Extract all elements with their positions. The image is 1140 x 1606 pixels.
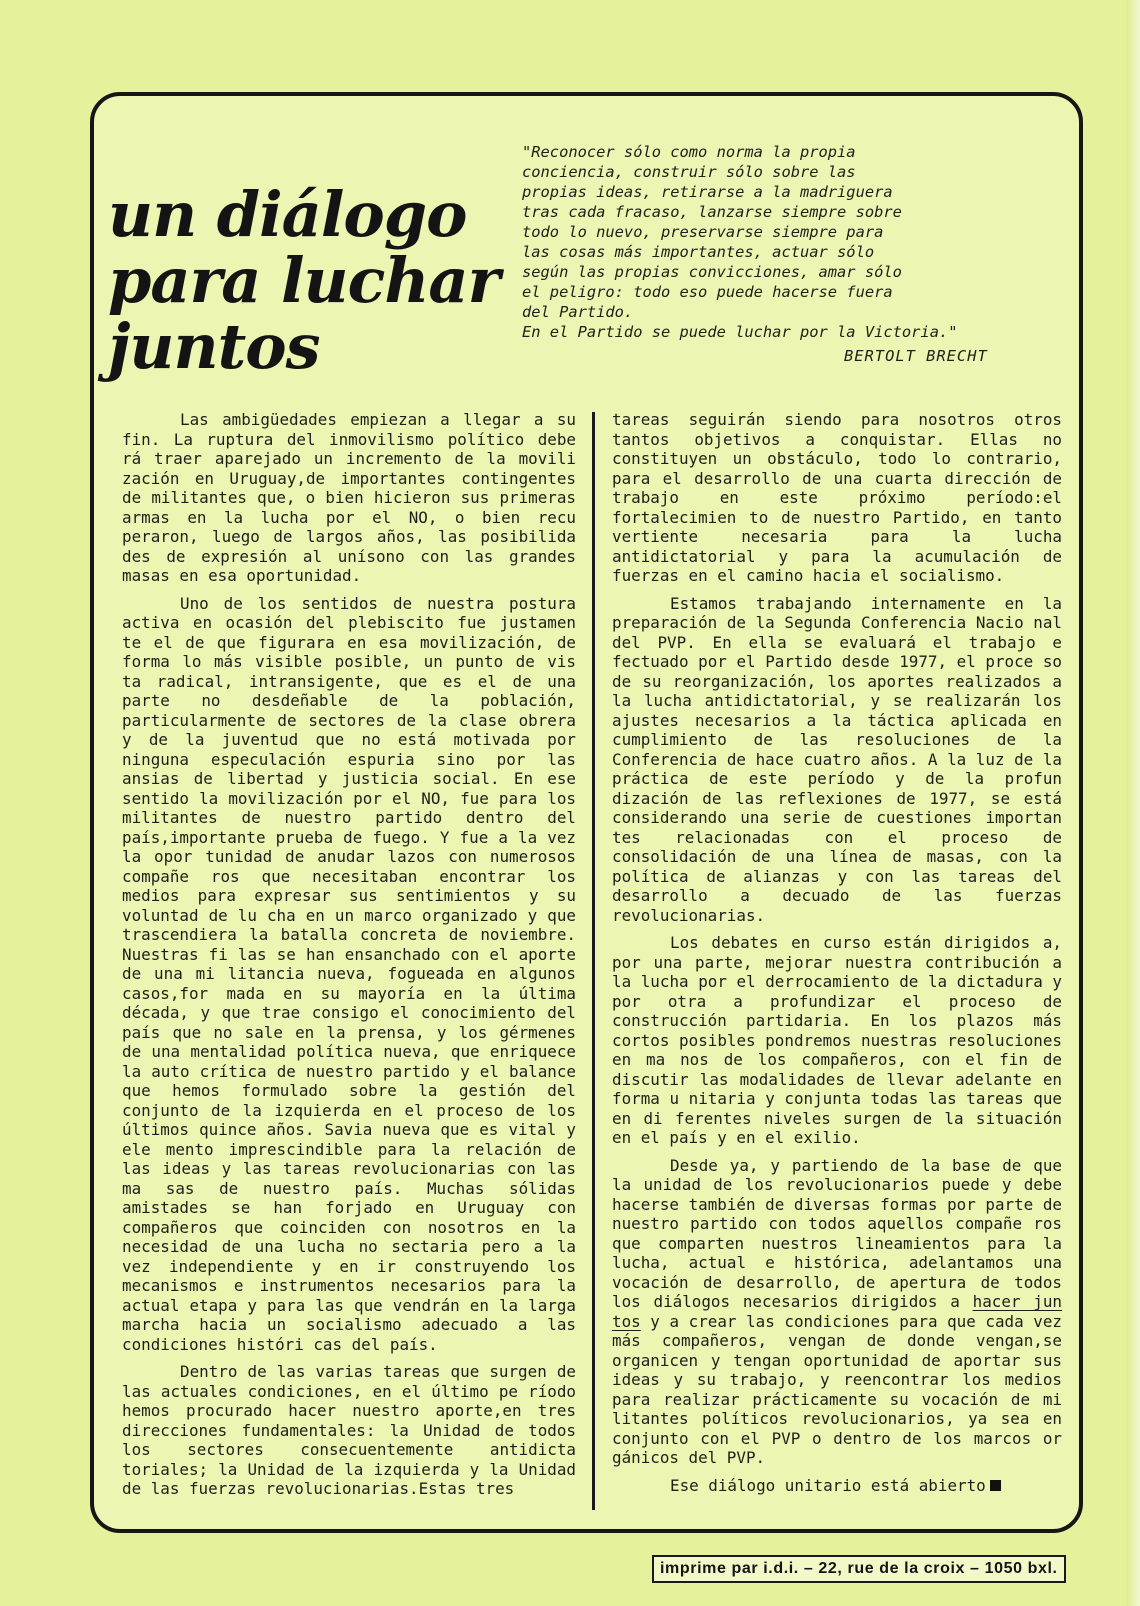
paragraph-text: y a crear las condiciones para que cada vez más compañeros, vengan de donde vengan,se organicen y tengan oportunidad de aportar sus ideas y su trabajo, y reencontrar los medios para realizar prácticamente su vocación de mi litantes políticos revolucionarios, ya sea en conjunto con el PVP o dentro de los marcos or gánicos del PVP.: [612, 1311, 1062, 1467]
paragraph-text: Desde ya, y partiendo de la base de que la unidad de los revolucionarios puede y debe hacerse también de diversas formas por parte de nuestro partido con todos aquellos compañe ros que comparten nuestros lineamientos para la lucha, actual e histórica, adelantamos una vocación de desarrollo, de apertura de todos los diálogos necesarios dirigidos a: [612, 1155, 1062, 1311]
closing-line: Ese diálogo unitario está abierto: [670, 1475, 986, 1495]
epigraph-quote: [522, 142, 1077, 366]
quote-line: todo lo nuevo, preservarse siempre para: [522, 223, 884, 241]
article-column-right: [612, 410, 1062, 1503]
closing-paragraph: [612, 1476, 1062, 1496]
underlined-phrase: hacer jun tos: [612, 1292, 1062, 1331]
article-paragraph: Dentro de las varias tareas que surgen de las actuales condiciones, en el último pe ríodo hemos procurado hacer nuestro aporte,en tres direcciones fundamentales: la Unidad de todos los sectores consecuentemente antidicta toriales; la Unidad de la izquierda y la Unidad de las fuerzas revolucionarias.Estas tres: [122, 1362, 576, 1498]
headline-line-1: un diálogo: [108, 178, 467, 251]
article-paragraph: [612, 1156, 1062, 1468]
quote-line: conciencia, construir sólo sobre las: [522, 163, 856, 181]
headline-line-3: juntos: [108, 310, 320, 383]
headline-line-2: para luchar: [108, 244, 500, 317]
paper-edge: [1126, 0, 1140, 1606]
column-divider: [592, 412, 595, 1510]
article-paragraph: Estamos trabajando internamente en la preparación de la Segunda Conferencia Nacio nal del PVP. En ella se evaluará el trabajo e fectuado por el Partido desde 1977, el proce so de su reorganización, los aportes realizados a la lucha antidictatorial, y se realizarán los ajustes necesarios a la táctica aplicada en cumplimiento de las resoluciones de la Conferencia de hace cuatro años. A la luz de la práctica de este período y de la profun dización de las reflexiones de 1977, se está considerando una serie de cuestiones importan tes relacionadas con el proceso de consolidación de una línea de masas, con la política de alianzas y con las tareas del desarrollo a decuado de las fuerzas revolucionarias.: [612, 593, 1062, 925]
article-paragraph: Las ambigüedades empiezan a llegar a su fin. La ruptura del inmovilismo político debe rá traer aparejado un incremento de la movili zación en Uruguay,de importantes contingentes de militantes que, o bien hicieron sus primeras armas en la lucha por el NO, o bien recu peraron, luego de largos años, las posibilida des de expresión al unísono con las grandes masas en esa oportunidad.: [122, 410, 576, 585]
quote-line: propias ideas, retirarse a la madriguera: [522, 183, 893, 201]
quote-line: En el Partido se puede luchar por la Victoria.": [522, 323, 958, 341]
article-column-left: [122, 410, 576, 1507]
printer-imprint: imprime par i.d.i. – 22, rue de la croix – 1050 bxl.: [652, 1555, 1066, 1583]
quote-line: las cosas más importantes, actuar sólo: [522, 243, 875, 261]
article-paragraph: Uno de los sentidos de nuestra postura activa en ocasión del plebiscito fue justamen te el de que figurara en esa movilización, de forma lo más visible posible, un punto de vis ta radical, intransigente, que es el de una parte no desdeñable de la población, particularmente de sectores de la clase obrera y de la juventud que no está motivada por ninguna especulación espuria sino por las ansias de libertad y justicia social. En ese sentido la movilización por el NO, fue para los militantes de nuestro partido dentro del país,importante prueba de fuego. Y fue a la vez la opor tunidad de anudar lazos con numerosos compañe ros que necesitaban encontrar los medios para expresar sus sentimientos y su voluntad de lu cha en un marco organizado y que trascendiera la batalla concreta de noviembre. Nuestras fi las se han ensanchado con el aporte de una mi litancia nueva, fogueada en algunos casos,for mada en su mayoría en la última década, y que trae consigo el conocimiento del país que no sale en la prensa, y los gérmenes de una mentalidad política nueva, que enriquece la auto crítica de nuestro partido y el balance que hemos formulado sobre la gestión del conjunto de la izquierda en el proceso de los últimos quince años. Savia nueva que es vital y ele mento imprescindible para la relación de las ideas y las tareas revolucionarias con las ma sas de nuestro país. Muchas sólidas amistades se han forjado en Uruguay con compañeros que coinciden con nosotros en la necesidad de una lucha no sectaria pero a la vez independiente y en ir construyendo los mecanismos e instrumentos necesarios para la actual etapa y para las que vendrán en la larga marcha hacia un socialismo adecuado a las condiciones históri cas del país.: [122, 593, 576, 1354]
quote-line: según las propias convicciones, amar sólo: [522, 263, 902, 281]
article-paragraph: Los debates en curso están dirigidos a, por una parte, mejorar nuestra contribución a la lucha por el derrocamiento de la dictadura y por otra a profundizar el proceso de construcción partidaria. En los plazos más cortos posibles pondremos nuestras resoluciones en ma nos de los compañeros, con el fin de discutir las modalidades de llevar adelante en forma u nitaria y conjunta todas las tareas que en di ferentes niveles surgen de la situación en el país y en el exilio.: [612, 933, 1062, 1147]
quote-line: el peligro: todo eso puede hacerse fuera: [522, 283, 893, 301]
headline: [108, 178, 500, 383]
quote-line: tras cada fracaso, lanzarse siempre sobre: [522, 203, 902, 221]
quote-line: del Partido.: [522, 303, 634, 321]
quote-line: "Reconocer sólo como norma la propia: [522, 143, 856, 161]
article-paragraph: tareas seguirán siendo para nosotros otros tantos objetivos a conquistar. Ellas no constituyen un obstáculo, todo lo contrario, para el desarrollo de una cuarta dirección de trabajo en este próximo período:el fortalecimien to de nuestro Partido, en tanto vertiente necesaria para la lucha antidictatorial y para la acumulación de fuerzas en el camino hacia el socialismo.: [612, 410, 1062, 585]
end-mark-icon: [990, 1480, 1001, 1491]
quote-author: BERTOLT BRECHT: [844, 347, 988, 365]
